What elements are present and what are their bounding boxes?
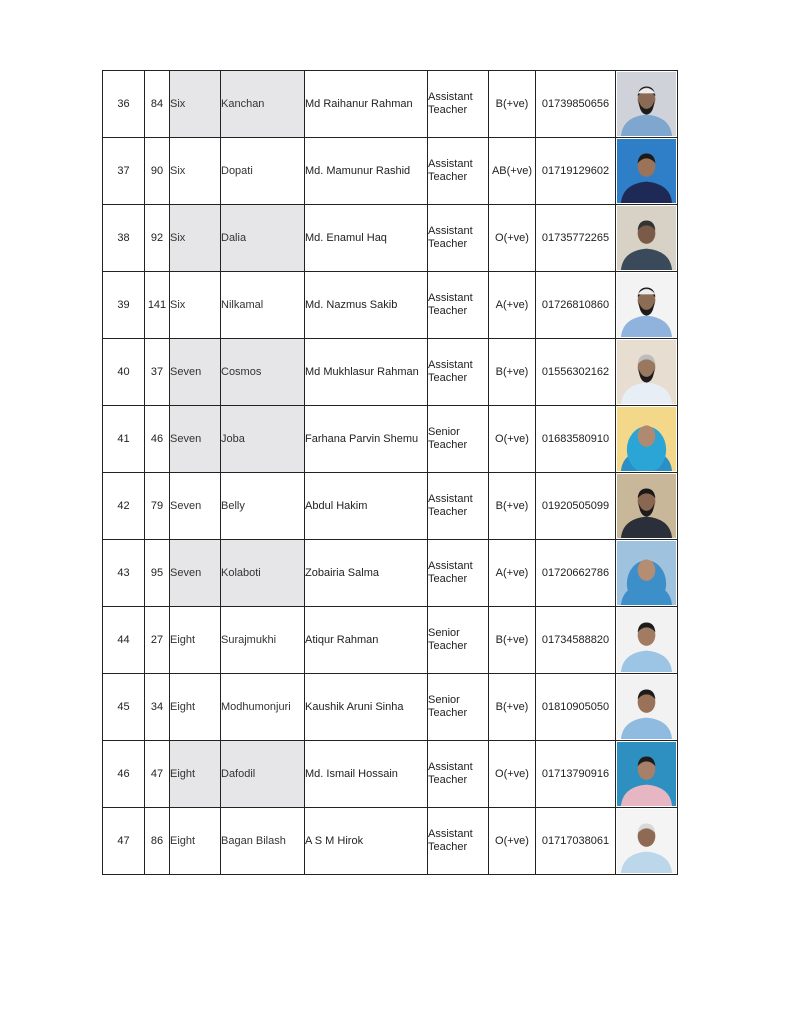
blood-group-cell: B(+ve) bbox=[489, 71, 536, 138]
photo-cell bbox=[616, 808, 678, 875]
teacher-name-cell: A S M Hirok bbox=[305, 808, 428, 875]
designation-line-2: Teacher bbox=[428, 707, 468, 719]
teacher-name-cell: Farhana Parvin Shemu bbox=[305, 406, 428, 473]
blood-group-cell: O(+ve) bbox=[489, 808, 536, 875]
teacher-photo bbox=[617, 742, 676, 806]
designation-cell bbox=[428, 540, 489, 607]
section-cell: Modhumonjuri bbox=[221, 674, 305, 741]
teacher-id-cell: 86 bbox=[145, 808, 170, 875]
teacher-photo bbox=[617, 541, 676, 605]
teacher-id-cell: 79 bbox=[145, 473, 170, 540]
table-row bbox=[103, 607, 678, 674]
designation-line-2: Teacher bbox=[428, 238, 468, 250]
phone-number-cell: 01810905050 bbox=[536, 674, 616, 741]
phone-number-cell: 01556302162 bbox=[536, 339, 616, 406]
photo-cell bbox=[616, 607, 678, 674]
photo-cell bbox=[616, 406, 678, 473]
designation-cell bbox=[428, 808, 489, 875]
teacher-name-cell: Md. Enamul Haq bbox=[305, 205, 428, 272]
phone-number-cell: 01734588820 bbox=[536, 607, 616, 674]
serial-number-cell: 36 bbox=[103, 71, 145, 138]
table-row bbox=[103, 540, 678, 607]
designation-line-2: Teacher bbox=[428, 305, 468, 317]
designation-line-2: Teacher bbox=[428, 104, 468, 116]
designation-line-2: Teacher bbox=[428, 506, 468, 518]
photo-cell bbox=[616, 138, 678, 205]
designation-cell bbox=[428, 138, 489, 205]
phone-number-cell: 01739850656 bbox=[536, 71, 616, 138]
class-cell: Six bbox=[170, 71, 221, 138]
serial-number-cell: 41 bbox=[103, 406, 145, 473]
teacher-name-cell: Md Mukhlasur Rahman bbox=[305, 339, 428, 406]
blood-group-cell: O(+ve) bbox=[489, 205, 536, 272]
class-cell: Six bbox=[170, 205, 221, 272]
blood-group-cell: O(+ve) bbox=[489, 741, 536, 808]
phone-number-cell: 01720662786 bbox=[536, 540, 616, 607]
blood-group-cell: B(+ve) bbox=[489, 607, 536, 674]
section-cell: Nilkamal bbox=[221, 272, 305, 339]
designation-line-1: Senior bbox=[428, 627, 460, 639]
teacher-photo bbox=[617, 809, 676, 873]
designation-cell bbox=[428, 406, 489, 473]
designation-line-1: Senior bbox=[428, 426, 460, 438]
teacher-photo bbox=[617, 139, 676, 203]
phone-number-cell: 01713790916 bbox=[536, 741, 616, 808]
teacher-name-cell: Md. Ismail Hossain bbox=[305, 741, 428, 808]
teacher-id-cell: 46 bbox=[145, 406, 170, 473]
teacher-photo bbox=[617, 206, 676, 270]
photo-cell bbox=[616, 272, 678, 339]
teacher-photo bbox=[617, 675, 676, 739]
serial-number-cell: 40 bbox=[103, 339, 145, 406]
teacher-id-cell: 47 bbox=[145, 741, 170, 808]
teacher-id-cell: 92 bbox=[145, 205, 170, 272]
teacher-roster-table bbox=[102, 70, 678, 875]
blood-group-cell: AB(+ve) bbox=[489, 138, 536, 205]
teacher-name-cell: Abdul Hakim bbox=[305, 473, 428, 540]
phone-number-cell: 01717038061 bbox=[536, 808, 616, 875]
phone-number-cell: 01719129602 bbox=[536, 138, 616, 205]
photo-cell bbox=[616, 205, 678, 272]
teacher-name-cell: Md. Mamunur Rashid bbox=[305, 138, 428, 205]
table-row bbox=[103, 674, 678, 741]
photo-cell bbox=[616, 674, 678, 741]
designation-cell bbox=[428, 205, 489, 272]
designation-line-2: Teacher bbox=[428, 640, 468, 652]
table-row bbox=[103, 741, 678, 808]
serial-number-cell: 45 bbox=[103, 674, 145, 741]
designation-line-1: Assistant bbox=[428, 225, 473, 237]
blood-group-cell: O(+ve) bbox=[489, 406, 536, 473]
serial-number-cell: 37 bbox=[103, 138, 145, 205]
section-cell: Kanchan bbox=[221, 71, 305, 138]
designation-line-2: Teacher bbox=[428, 841, 468, 853]
designation-line-1: Assistant bbox=[428, 359, 473, 371]
designation-cell bbox=[428, 607, 489, 674]
class-cell: Six bbox=[170, 272, 221, 339]
teacher-name-cell: Atiqur Rahman bbox=[305, 607, 428, 674]
photo-cell bbox=[616, 540, 678, 607]
designation-cell bbox=[428, 272, 489, 339]
table-row bbox=[103, 205, 678, 272]
section-cell: Dafodil bbox=[221, 741, 305, 808]
designation-line-1: Assistant bbox=[428, 158, 473, 170]
blood-group-cell: B(+ve) bbox=[489, 339, 536, 406]
teacher-name-cell: Md. Nazmus Sakib bbox=[305, 272, 428, 339]
section-cell: Kolaboti bbox=[221, 540, 305, 607]
serial-number-cell: 42 bbox=[103, 473, 145, 540]
designation-line-1: Assistant bbox=[428, 91, 473, 103]
section-cell: Belly bbox=[221, 473, 305, 540]
teacher-id-cell: 95 bbox=[145, 540, 170, 607]
phone-number-cell: 01920505099 bbox=[536, 473, 616, 540]
teacher-id-cell: 90 bbox=[145, 138, 170, 205]
teacher-id-cell: 27 bbox=[145, 607, 170, 674]
serial-number-cell: 46 bbox=[103, 741, 145, 808]
phone-number-cell: 01683580910 bbox=[536, 406, 616, 473]
designation-line-1: Senior bbox=[428, 694, 460, 706]
table-row bbox=[103, 808, 678, 875]
designation-cell bbox=[428, 741, 489, 808]
teacher-id-cell: 34 bbox=[145, 674, 170, 741]
roster-body bbox=[103, 71, 678, 875]
teacher-name-cell: Md Raihanur Rahman bbox=[305, 71, 428, 138]
photo-cell bbox=[616, 741, 678, 808]
designation-line-2: Teacher bbox=[428, 774, 468, 786]
teacher-name-cell: Kaushik Aruni Sinha bbox=[305, 674, 428, 741]
table-row bbox=[103, 272, 678, 339]
class-cell: Seven bbox=[170, 406, 221, 473]
designation-line-1: Assistant bbox=[428, 493, 473, 505]
serial-number-cell: 43 bbox=[103, 540, 145, 607]
class-cell: Eight bbox=[170, 607, 221, 674]
phone-number-cell: 01735772265 bbox=[536, 205, 616, 272]
blood-group-cell: A(+ve) bbox=[489, 272, 536, 339]
designation-line-2: Teacher bbox=[428, 372, 468, 384]
teacher-photo bbox=[617, 407, 676, 471]
designation-line-1: Assistant bbox=[428, 560, 473, 572]
teacher-id-cell: 84 bbox=[145, 71, 170, 138]
section-cell: Dalia bbox=[221, 205, 305, 272]
serial-number-cell: 39 bbox=[103, 272, 145, 339]
blood-group-cell: A(+ve) bbox=[489, 540, 536, 607]
serial-number-cell: 38 bbox=[103, 205, 145, 272]
teacher-name-cell: Zobairia Salma bbox=[305, 540, 428, 607]
table-row bbox=[103, 406, 678, 473]
class-cell: Six bbox=[170, 138, 221, 205]
teacher-id-cell: 141 bbox=[145, 272, 170, 339]
section-cell: Joba bbox=[221, 406, 305, 473]
section-cell: Cosmos bbox=[221, 339, 305, 406]
designation-line-2: Teacher bbox=[428, 439, 468, 451]
table-row bbox=[103, 138, 678, 205]
designation-line-1: Assistant bbox=[428, 292, 473, 304]
designation-line-1: Assistant bbox=[428, 828, 473, 840]
designation-line-2: Teacher bbox=[428, 171, 468, 183]
designation-line-1: Assistant bbox=[428, 761, 473, 773]
teacher-id-cell: 37 bbox=[145, 339, 170, 406]
section-cell: Bagan Bilash bbox=[221, 808, 305, 875]
blood-group-cell: B(+ve) bbox=[489, 674, 536, 741]
class-cell: Eight bbox=[170, 808, 221, 875]
designation-line-2: Teacher bbox=[428, 573, 468, 585]
class-cell: Eight bbox=[170, 674, 221, 741]
photo-cell bbox=[616, 473, 678, 540]
teacher-photo bbox=[617, 72, 676, 136]
table-row bbox=[103, 339, 678, 406]
designation-cell bbox=[428, 339, 489, 406]
section-cell: Dopati bbox=[221, 138, 305, 205]
photo-cell bbox=[616, 71, 678, 138]
teacher-photo bbox=[617, 340, 676, 404]
teacher-photo bbox=[617, 608, 676, 672]
teacher-photo bbox=[617, 474, 676, 538]
table-row bbox=[103, 71, 678, 138]
class-cell: Eight bbox=[170, 741, 221, 808]
table-row bbox=[103, 473, 678, 540]
designation-cell bbox=[428, 473, 489, 540]
teacher-photo bbox=[617, 273, 676, 337]
photo-cell bbox=[616, 339, 678, 406]
class-cell: Seven bbox=[170, 339, 221, 406]
designation-cell bbox=[428, 674, 489, 741]
blood-group-cell: B(+ve) bbox=[489, 473, 536, 540]
serial-number-cell: 44 bbox=[103, 607, 145, 674]
phone-number-cell: 01726810860 bbox=[536, 272, 616, 339]
designation-cell bbox=[428, 71, 489, 138]
section-cell: Surajmukhi bbox=[221, 607, 305, 674]
serial-number-cell: 47 bbox=[103, 808, 145, 875]
class-cell: Seven bbox=[170, 540, 221, 607]
class-cell: Seven bbox=[170, 473, 221, 540]
